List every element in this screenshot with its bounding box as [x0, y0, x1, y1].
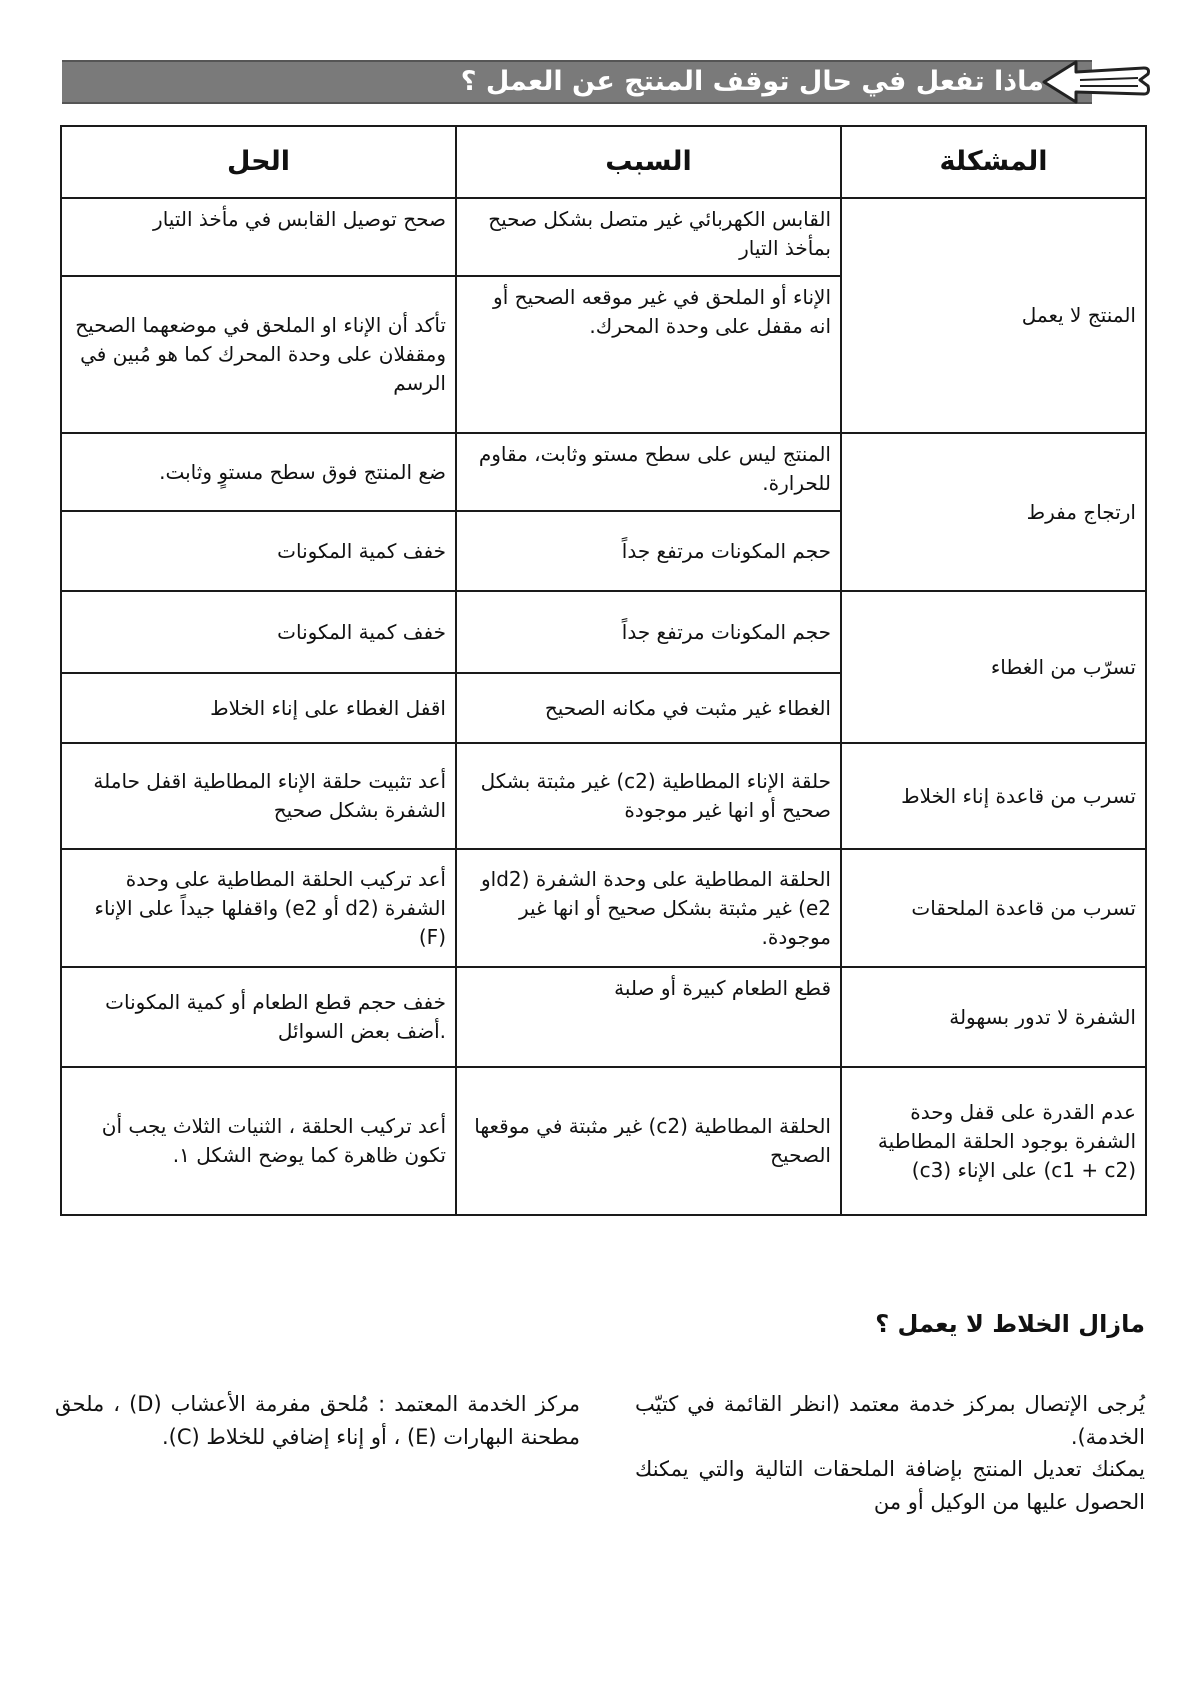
cause-cell: حلقة الإناء المطاطية (c2) غير مثبتة بشكل صحيح أو انها غير موجودة — [456, 743, 841, 849]
header-solution: الحل — [61, 126, 456, 198]
cause-cell: حجم المكونات مرتفع جداً — [456, 591, 841, 673]
problem-cell: عدم القدرة على قفل وحدة الشفرة بوجود الحلقة المطاطية (c1 + c2) على الإناء (c3) — [841, 1067, 1146, 1215]
troubleshooting-table — [60, 125, 1147, 1216]
solution-cell: أعد تثبيت حلقة الإناء المطاطية اقفل حاملة الشفرة بشكل صحيح — [61, 743, 456, 849]
solution-cell: أعد تركيب الحلقة المطاطية على وحدة الشفرة (d2 أو e2) واقفلها جيداً على الإناء (F) — [61, 849, 456, 967]
solution-cell: خفف كمية المكونات — [61, 591, 456, 673]
header-problem: المشكلة — [841, 126, 1146, 198]
table-header-row — [61, 126, 1146, 198]
problem-cell: تسرب من قاعدة إناء الخلاط — [841, 743, 1146, 849]
table-row — [61, 743, 1146, 849]
table-row — [61, 433, 1146, 511]
cause-cell: الحلقة المطاطية (c2) غير مثبتة في موقعها الصحيح — [456, 1067, 841, 1215]
problem-cell: ارتجاج مفرط — [841, 433, 1146, 591]
table-row — [61, 591, 1146, 673]
text-column-left — [55, 1388, 580, 1453]
cause-cell: القابس الكهربائي غير متصل بشكل صحيح بمأخذ التيار — [456, 198, 841, 276]
section-title: مازال الخلاط لا يعمل ؟ — [875, 1310, 1145, 1338]
cause-cell: حجم المكونات مرتفع جداً — [456, 511, 841, 591]
solution-cell: اقفل الغطاء على إناء الخلاط — [61, 673, 456, 743]
solution-cell: خفف كمية المكونات — [61, 511, 456, 591]
solution-cell: ضع المنتج فوق سطح مستوٍ وثابت. — [61, 433, 456, 511]
text-column-right — [635, 1388, 1145, 1518]
cause-cell: الغطاء غير مثبت في مكانه الصحيح — [456, 673, 841, 743]
cause-cell: الإناء أو الملحق في غير موقعه الصحيح أو انه مقفل على وحدة المحرك. — [456, 276, 841, 433]
page-title: ماذا تفعل في حال توقف المنتج عن العمل ؟ — [460, 66, 1044, 97]
solution-cell: أعد تركيب الحلقة ، الثنيات الثلاث يجب أن تكون ظاهرة كما يوضح الشكل ١. — [61, 1067, 456, 1215]
section-header — [62, 58, 1152, 106]
paragraph: يُرجى الإتصال بمركز خدمة معتمد (انظر القائمة في كتيّب الخدمة). — [635, 1392, 1145, 1449]
table-row — [61, 198, 1146, 276]
paragraph: يمكنك تعديل المنتج بإضافة الملحقات التالية والتي يمكنك الحصول عليها من الوكيل أو من — [635, 1457, 1145, 1514]
problem-cell: المنتج لا يعمل — [841, 198, 1146, 433]
table-row — [61, 967, 1146, 1067]
hand-arrow-left-icon — [1040, 58, 1152, 106]
problem-cell: تسرب من قاعدة الملحقات — [841, 849, 1146, 967]
paragraph: مركز الخدمة المعتمد : مُلحق مفرمة الأعشاب (D) ، ملحق مطحنة البهارات (E) ، أو إناء إضافي للخلاط (C). — [55, 1392, 581, 1449]
problem-cell: الشفرة لا تدور بسهولة — [841, 967, 1146, 1067]
table-row — [61, 1067, 1146, 1215]
solution-cell: خفف حجم قطع الطعام أو كمية المكونات .أضف بعض السوائل — [61, 967, 456, 1067]
header-cause: السبب — [456, 126, 841, 198]
solution-cell: تأكد أن الإناء او الملحق في موضعهما الصحيح ومقفلان على وحدة المحرك كما هو مُبين في الرسم — [61, 276, 456, 433]
cause-cell: الحلقة المطاطية على وحدة الشفرة (d2او e2) غير مثبتة بشكل صحيح أو انها غير موجودة. — [456, 849, 841, 967]
table-row — [61, 849, 1146, 967]
cause-cell: قطع الطعام كبيرة أو صلبة — [456, 967, 841, 1067]
problem-cell: تسرّب من الغطاء — [841, 591, 1146, 743]
solution-cell: صحح توصيل القابس في مأخذ التيار — [61, 198, 456, 276]
cause-cell: المنتج ليس على سطح مستو وثابت، مقاوم للحرارة. — [456, 433, 841, 511]
